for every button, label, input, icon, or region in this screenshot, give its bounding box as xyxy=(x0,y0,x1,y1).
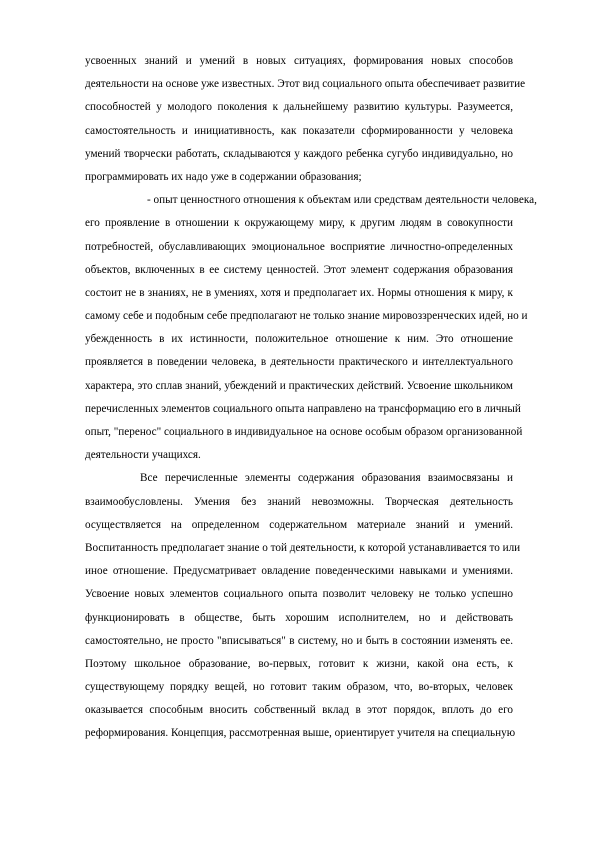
text-line: проявляется в поведении человека, в деятельности практического и интеллектуального xyxy=(85,356,513,369)
text-line: умений творчески работать, складываются у каждого ребенка сугубо индивидуально, но xyxy=(85,147,513,160)
text-line: характера, это сплав знаний, убеждений и практических действий. Усвоение школьником xyxy=(85,379,513,392)
text-line: - опыт ценностного отношения к объектам или средствам деятельности человека, xyxy=(147,194,537,207)
text-line: самостоятельность и инициативность, как показатели сформированности у человека xyxy=(85,124,513,137)
text-line: перечисленных элементов социального опыта направлено на трансформацию его в личный xyxy=(85,402,521,415)
text-line: программировать их надо уже в содержании образования; xyxy=(85,170,362,183)
text-line: усвоенных знаний и умений в новых ситуациях, формирования новых способов xyxy=(85,55,513,67)
text-line: Воспитанность предполагает знание о той деятельности, к которой устанавливается то или xyxy=(85,541,521,554)
text-line: оказывается способным вносить собственный вклад в этот порядок, вплоть до его xyxy=(85,704,513,717)
text-line: объектов, включенных в ее систему ценностей. Этот элемент содержания образования xyxy=(85,263,513,276)
text-line: Все перечисленные элементы содержания образования взаимосвязаны и xyxy=(140,472,513,485)
text-line: Поэтому школьное образование, во-первых, готовит к жизни, какой она есть, к xyxy=(85,657,513,670)
text-line: его проявление в отношении к окружающему миру, к другим людям в совокупности xyxy=(85,217,513,230)
text-line: существующему порядку вещей, но готовит таким образом, что, во-вторых, человек xyxy=(85,681,513,694)
text-line: опыт, "перенос" социального в индивидуальное на основе особым образом организованной xyxy=(85,426,523,438)
text-line: реформирования. Концепция, рассмотренная выше, ориентирует учителя на специальную xyxy=(85,727,516,740)
text-line: взаимообусловлены. Умения без знаний невозможны. Творческая деятельность xyxy=(85,495,513,508)
text-line: деятельности учащихся. xyxy=(85,449,201,462)
text-line: осуществляется на определенном содержательном материале знаний и умений. xyxy=(85,518,513,531)
text-line: убежденность в их истинности, положительное отношение к ним. Это отношение xyxy=(85,333,513,346)
text-line: иное отношение. Предусматривает овладение поведенческими навыками и умениями. xyxy=(85,565,513,578)
text-line: функционировать в обществе, быть хорошим исполнителем, но и действовать xyxy=(85,611,513,624)
text-line: состоит не в знаниях, не в умениях, хотя и предполагает их. Нормы отношения к миру, к xyxy=(85,286,513,299)
body-text xyxy=(85,50,537,746)
text-line: самостоятельно, не просто "вписываться" в систему, но и быть в состоянии изменять ее. xyxy=(85,634,513,647)
text-line: самому себе и подобным себе предполагают не только знание мировоззренческих идей, но и xyxy=(85,310,528,323)
text-line: потребностей, обуславливающих эмоциональное восприятие личностно-определенных xyxy=(85,240,513,253)
text-line: Усвоение новых элементов социального опыта позволит человеку не только успешно xyxy=(85,588,513,601)
text-line: способностей у молодого поколения к дальнейшему развитию культуры. Разумеется, xyxy=(85,101,513,114)
text-line: деятельности на основе уже известных. Этот вид социального опыта обеспечивает развитие xyxy=(85,78,526,91)
